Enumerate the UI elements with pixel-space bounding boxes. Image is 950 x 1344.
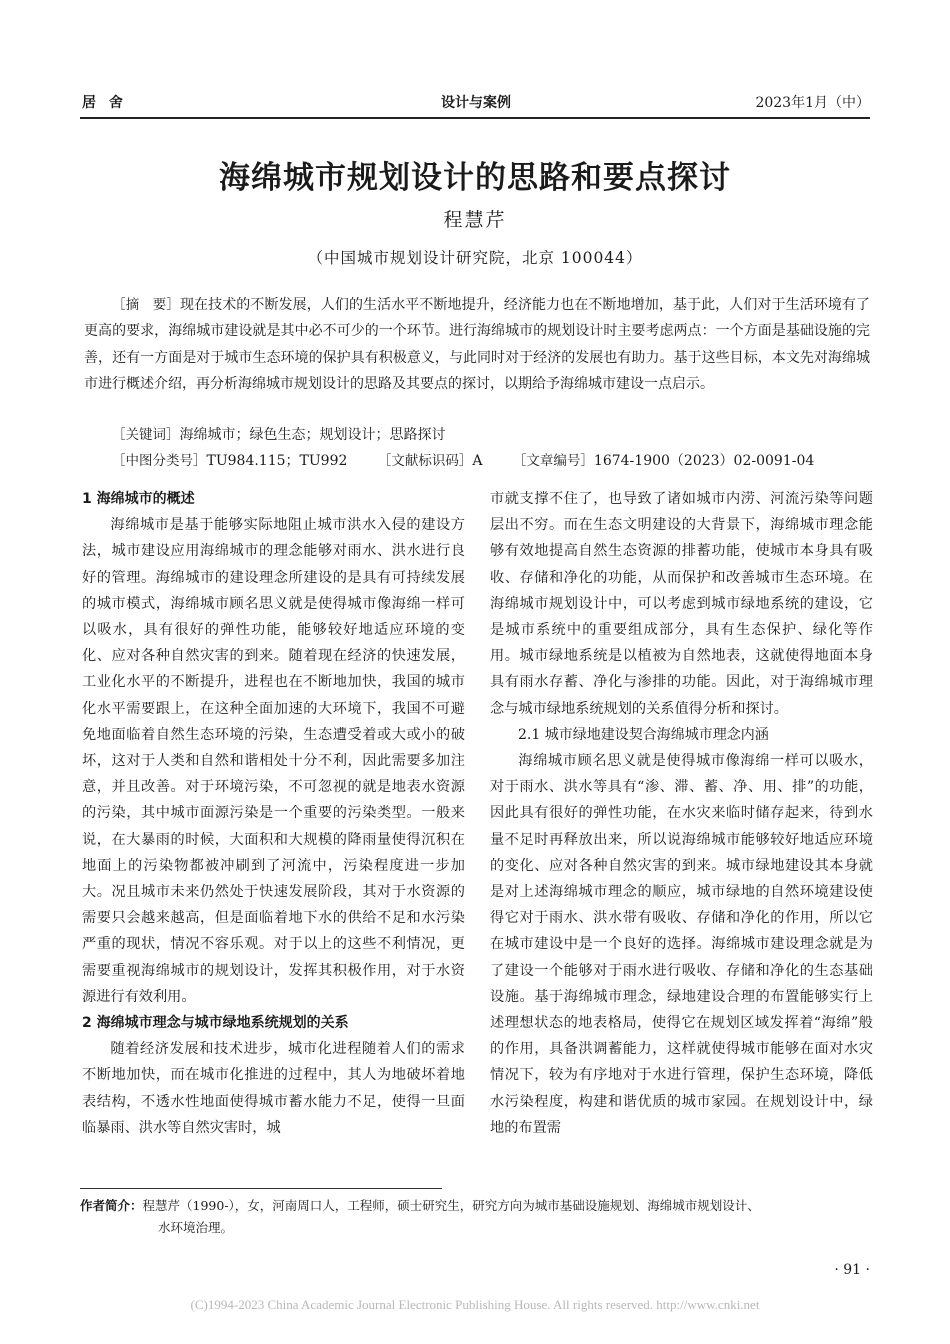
page-number: · 91 · [834, 1262, 870, 1278]
article-title: 海绵城市规划设计的思路和要点探讨 [219, 160, 731, 196]
clc-value: TU984.115；TU992 [206, 453, 348, 469]
footnote-text: 程慧芹（1990-），女，河南周口人，工程师，硕士研究生，研究方向为城市基础设施规划、海绵城市规划设计、 [142, 1198, 760, 1213]
footnote-text-cont: 水环境治理。 [158, 1220, 234, 1235]
keywords [112, 423, 870, 447]
section-1-paragraph: 海绵城市是基于能够实际地阻止城市洪水入侵的建设方法，城市建设应用海绵城市的理念能够对雨水、洪水进行良好的管理。海绵城市的建设理念所建设的是具有可持续发展的城市模式，海绵城市顾名思义就是使得城市像海绵一样可以吸水，具有很好的弹性功能，能够较好地适应环境的变化、应对各种自然灾害的到来。随着现在经济的快速发展，工业化水平的不断提升，进程也在不断地加快，我国的城市化水平需要跟上，在这种全面加速的大环境下，我国不可避免地面临着自然生态环境的污染，生态遭受着或大或小的破坏，这对于人类和自然和谐相处十分不利，因此需要多加注意，并且改善。对于环境污染，不可忽视的就是地表水资源的污染，其中城市面源污染是一个重要的污染类型。一般来说，在大暴雨的时候，大面积和大规模的降雨量使得沉积在地面上的污染物都被冲刷到了河流中，污染程度进一步加大。况且城市未来仍然处于快速发展阶段，其对于水资源的需要只会越来越高，但是面临着地下水的供给不足和水污染严重的现状，情况不容乐观。对于以上的这些不利情况，更需要重视海绵城市的规划设计，发挥其积极作用，对于水资源进行有效利用。 [82, 517, 465, 1005]
issue-date: 2023年1月（中） [755, 95, 870, 111]
footnote-label: 作者简介： [80, 1198, 143, 1213]
section-name: 设计与案例 [441, 95, 511, 111]
section-2-heading: 2 海绵城市理念与城市绿地系统规划的关系 [82, 1015, 349, 1032]
abstract-text: 现在技术的不断发展，人们的生活水平不断地提升，经济能力也在不断地增加，基于此，人们对于生活环境有了更高的要求，海绵城市建设就是其中必不可少的一个环节。进行海绵城市的规划设计时主要考虑两点：一个方面是基础设施的完善，还有一方面是对于城市生态环境的保护具有积极意义，与此同时对于经济的发展也有助力。基于这些目标，本文先对海绵城市进行概述介绍，再分析海绵城市规划设计的思路及其要点的探讨，以期给予海绵城市建设一点启示。 [84, 297, 871, 392]
left-column [82, 486, 465, 1141]
section-1-heading: 1 海绵城市的概述 [82, 491, 195, 507]
journal-name: 居 舍 [82, 95, 127, 111]
running-header [82, 92, 870, 118]
article-number-value: 1674-1900（2023）02-0091-04 [593, 453, 815, 469]
author-footnote [80, 1195, 870, 1239]
section-2-paragraph-cont: 市就支撑不住了，也导致了诸如城市内涝、河流污染等问题层出不穷。而在生态文明建设的大背景下，海绵城市理念能够有效地提高自然生态资源的排蓄功能，使城市本身具有吸收、存储和净化的功能，从而保护和改善城市生态环境。在海绵城市规划设计中，可以考虑到城市绿地系统的建设，它是城市系统中的重要组成部分，具有生态保护、绿化等作用。城市绿地系统是以植被为自然地表，这就使得地面本身具有雨水存蓄、净化与渗排的功能。因此，对于海绵城市理念与城市绿地系统规划的关系值得分析和探讨。 [490, 491, 873, 717]
doc-code-value: A [472, 453, 483, 469]
right-column [490, 486, 873, 1141]
author-affiliation: （中国城市规划设计研究院，北京 100044） [307, 249, 643, 267]
section-2-1-heading: 2.1 城市绿地建设契合海绵城市理念内涵 [518, 726, 769, 743]
abstract [84, 292, 870, 397]
copyright-watermark: (C)1994-2023 China Academic Journal Electronic Publishing House. All rights reserved. http://www.cnki.net [190, 1297, 760, 1312]
section-2-paragraph-start: 随着经济发展和技术进步，城市化进程随着人们的需求不断地加快，而在城市化推进的过程中，其人为地破坏着地表结构，不透水性地面使得城市蓄水能力不足，使得一旦面临暴雨、洪水等自然灾害时，城 [82, 1041, 465, 1136]
clc-label: ［中图分类号］ [112, 453, 207, 469]
abstract-label: ［摘 要］ [112, 297, 180, 313]
footnote-divider [80, 1188, 442, 1189]
keywords-label: ［关键词］ [112, 427, 180, 443]
classification-line [112, 449, 870, 473]
section-2-1-paragraph: 海绵城市顾名思义就是使得城市像海绵一样可以吸水，对于雨水、洪水等具有“渗、滞、蓄、净、用、排”的功能，因此具有很好的弹性功能，在水灾来临时储存起来，待到水量不足时再释放出来，所以说海绵城市能够较好地适应环境的变化、应对各种自然灾害的到来。城市绿地建设其本身就是对上述海绵城市理念的顺应，城市绿地的自然环境建设使得它对于雨水、洪水带有吸收、存储和净化的作用，所以它在城市建设中是一个良好的选择。海绵城市建设理念就是为了建设一个能够对于雨水进行吸收、存储和净化的生态基础设施。基于海绵城市理念，绿地建设合理的布置能够实行上述理想状态的地表格局，使得它在规划区域发挥着“海绵”般的作用，具备洪调蓄能力，这样就使得城市能够在面对水灾情况下，较为有序地对于水进行管理，保护生态环境，降低水污染程度，构建和谐优质的城市家园。在规划设计中，绿地的布置需 [490, 753, 873, 1136]
doc-code-label: ［文献标识码］ [377, 453, 473, 469]
author-name: 程慧芹 [443, 209, 507, 231]
header-divider [80, 117, 870, 119]
keywords-text: 海绵城市；绿色生态；规划设计；思路探讨 [179, 427, 446, 443]
article-number-label: ［文章编号］ [512, 453, 594, 469]
